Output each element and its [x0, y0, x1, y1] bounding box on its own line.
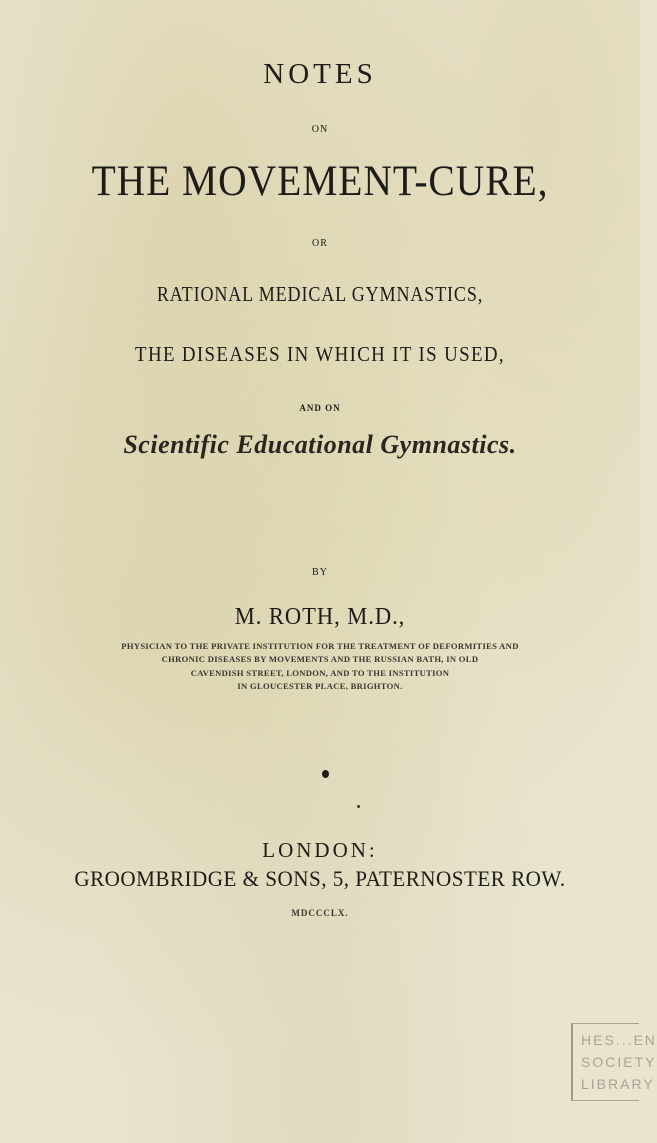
- author-name: M. ROTH, M.D.,: [234, 604, 406, 630]
- stamp-line: HES...EN: [581, 1032, 657, 1048]
- affiliation-line: CAVENDISH STREET, LONDON, AND TO THE INSTITUTION: [190, 668, 450, 678]
- on-connector: ON: [311, 124, 329, 135]
- stamp-line: SOCIETY: [581, 1054, 657, 1070]
- affiliation-line: IN GLOUCESTER PLACE, BRIGHTON.: [237, 681, 403, 691]
- or-connector: OR: [312, 238, 328, 249]
- affiliation-line: PHYSICIAN TO THE PRIVATE INSTITUTION FOR THE TREATMENT OF DEFORMITIES AND: [121, 641, 519, 651]
- affiliation-line: CHRONIC DISEASES BY MOVEMENTS AND THE RUSSIAN BATH, IN OLD: [161, 654, 479, 664]
- library-stamp: [571, 1023, 657, 1101]
- blackletter-title: Scientific Educational Gymnastics.: [123, 430, 517, 459]
- and-on-connector: AND ON: [299, 403, 341, 413]
- ink-speck: [357, 805, 360, 808]
- subtitle: RATIONAL MEDICAL GYMNASTICS,: [156, 282, 484, 306]
- publisher-line: GROOMBRIDGE & SONS, 5, PATERNOSTER ROW.: [74, 866, 566, 891]
- main-title: THE MOVEMENT-CURE,: [91, 158, 549, 205]
- printer-ornament: [322, 770, 329, 778]
- publication-year: MDCCCLX.: [291, 908, 349, 918]
- diseases-line: THE DISEASES IN WHICH IT IS USED,: [135, 342, 505, 366]
- publication-place: LONDON:: [262, 838, 378, 862]
- notes-heading: NOTES: [263, 58, 377, 90]
- stamp-line: LIBRARY: [581, 1076, 655, 1092]
- by-connector: BY: [312, 567, 328, 578]
